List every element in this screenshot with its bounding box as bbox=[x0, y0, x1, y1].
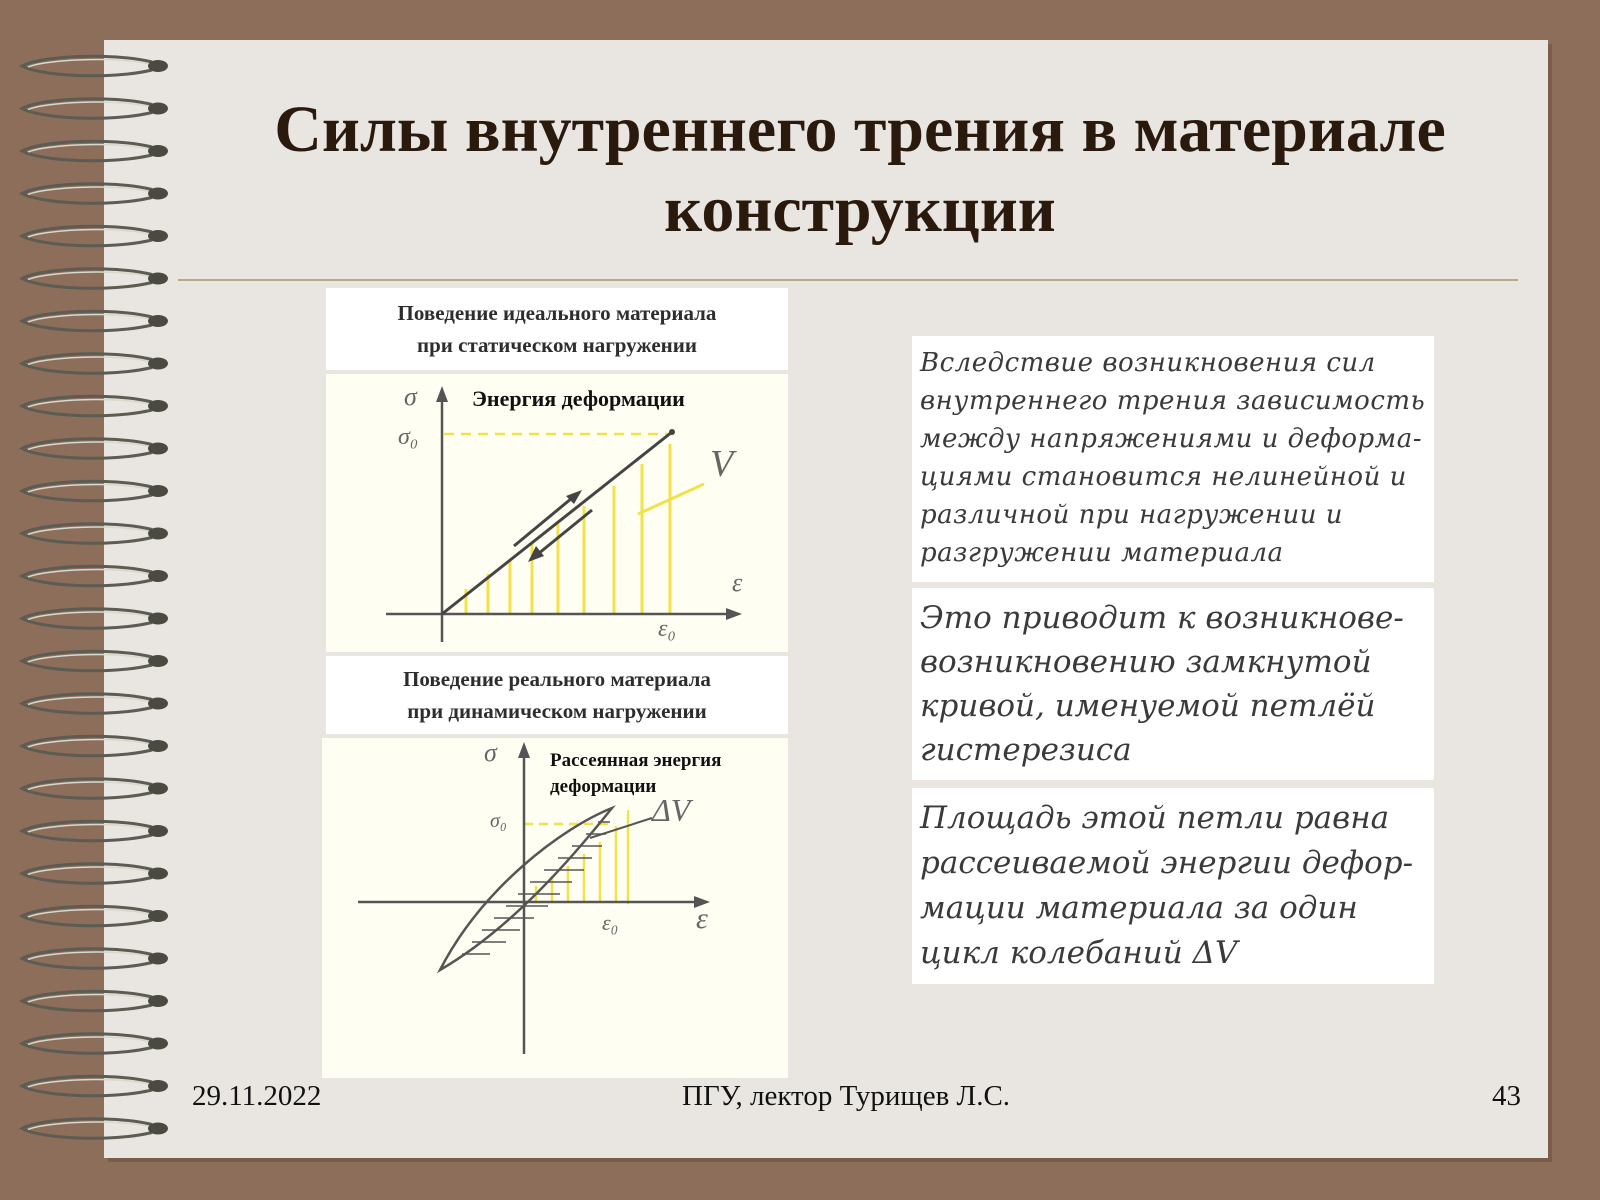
dynamic-dv-label: ΔV bbox=[652, 792, 691, 828]
text-block-2-line: Это приводит к возникнове- bbox=[920, 600, 1404, 636]
footer-date: 29.11.2022 bbox=[192, 1080, 322, 1112]
figure-dynamic-caption-line2: при динамическом нагружении bbox=[407, 699, 707, 723]
slide-title: Силы внутреннего трения в материале конструкции bbox=[274, 93, 1446, 246]
spiral-ring-icon bbox=[22, 566, 168, 586]
spiral-ring-icon bbox=[22, 991, 168, 1011]
dynamic-y-axis-label: σ bbox=[484, 738, 497, 767]
text-block-2 bbox=[912, 588, 1434, 780]
text-block-1-line: внутреннего трения зависимость bbox=[920, 386, 1426, 416]
spiral-ring-icon bbox=[22, 269, 168, 289]
text-block-2-line: кривой, именуемой петлёй bbox=[920, 688, 1376, 724]
static-v-label: V bbox=[710, 443, 734, 485]
spiral-ring-icon bbox=[22, 736, 168, 756]
spiral-ring-icon bbox=[22, 56, 168, 76]
footer-page-number: 43 bbox=[1492, 1080, 1521, 1112]
footer-author: ПГУ, лектор Турищев Л.С. bbox=[682, 1080, 1011, 1112]
spiral-binding-icon bbox=[0, 40, 190, 1160]
spiral-ring-icon bbox=[22, 694, 168, 714]
title-divider bbox=[178, 279, 1518, 281]
spiral-ring-icon bbox=[22, 864, 168, 884]
spiral-ring-icon bbox=[22, 311, 168, 331]
figure-dynamic-caption bbox=[326, 656, 788, 734]
spiral-ring-icon bbox=[22, 609, 168, 629]
text-block-1-line: Вследствие возникновения сил bbox=[920, 348, 1376, 378]
dynamic-eps0-label: ε₀ bbox=[602, 910, 619, 935]
text-block-1-line: между напряжениями и деформа- bbox=[920, 424, 1423, 454]
figure-static-caption-line1: Поведение идеального материала bbox=[397, 301, 717, 325]
spiral-ring-icon bbox=[22, 439, 168, 459]
text-block-3-line: рассеиваемой энергии дефор- bbox=[920, 845, 1414, 881]
figure-dynamic-caption-line1: Поведение реального материала bbox=[403, 667, 711, 691]
static-x-axis-label: ε bbox=[732, 568, 743, 597]
static-eps0-label: ε₀ bbox=[658, 616, 676, 642]
figure-static-caption-line2: при статическом нагружении bbox=[417, 333, 697, 357]
figure-static-caption bbox=[326, 288, 788, 370]
text-block-3-line: цикл колебаний ΔV bbox=[920, 935, 1238, 971]
static-sigma0-label: σ₀ bbox=[398, 424, 419, 450]
text-block-2-line: гистерезиса bbox=[920, 732, 1132, 768]
dynamic-energy-label-line1: Рассеянная энергия bbox=[550, 750, 722, 771]
hysteresis-loop bbox=[440, 808, 612, 970]
dynamic-x-axis-label: ε bbox=[696, 902, 708, 935]
spiral-ring-icon bbox=[22, 821, 168, 841]
spiral-ring-icon bbox=[22, 1119, 168, 1139]
dynamic-energy-label bbox=[550, 748, 721, 800]
spiral-ring-icon bbox=[22, 141, 168, 161]
figure-static bbox=[326, 374, 788, 652]
spiral-ring-icon bbox=[22, 184, 168, 204]
text-block-3-line: Площадь этой петли равна bbox=[920, 800, 1390, 836]
spiral-ring-icon bbox=[22, 226, 168, 246]
static-y-axis-label: σ bbox=[404, 382, 417, 411]
spiral-ring-icon bbox=[22, 651, 168, 671]
spiral-ring-icon bbox=[22, 481, 168, 501]
spiral-ring-icon bbox=[22, 906, 168, 926]
figure-dynamic bbox=[322, 738, 788, 1078]
spiral-ring-icon bbox=[22, 524, 168, 544]
text-block-1-line: циями становится нелинейной и bbox=[920, 462, 1407, 492]
text-block-3-line: мации материала за один bbox=[920, 890, 1358, 926]
static-hatch bbox=[466, 444, 704, 614]
text-block-1-line: разгружении материала bbox=[920, 538, 1284, 568]
spiral-ring-icon bbox=[22, 396, 168, 416]
text-block-1-line: различной при нагружении и bbox=[920, 500, 1344, 530]
text-block-1 bbox=[912, 336, 1434, 582]
spiral-ring-icon bbox=[22, 99, 168, 119]
spiral-ring-icon bbox=[22, 1034, 168, 1054]
dynamic-sigma0-label: σ₀ bbox=[490, 810, 507, 832]
dynamic-energy-label-line2: деформации bbox=[550, 776, 657, 797]
dynamic-pointer bbox=[590, 818, 652, 838]
text-block-3 bbox=[912, 788, 1434, 984]
spiral-ring-icon bbox=[22, 1076, 168, 1096]
spiral-ring-icon bbox=[22, 949, 168, 969]
static-arrow-up bbox=[514, 498, 572, 546]
spiral-ring-icon bbox=[22, 779, 168, 799]
figure-static-drawing bbox=[326, 374, 788, 652]
static-energy-label: Энергия деформации bbox=[472, 386, 685, 411]
spiral-ring-icon bbox=[22, 354, 168, 374]
text-block-2-line: возникновению замкнутой bbox=[920, 644, 1372, 680]
